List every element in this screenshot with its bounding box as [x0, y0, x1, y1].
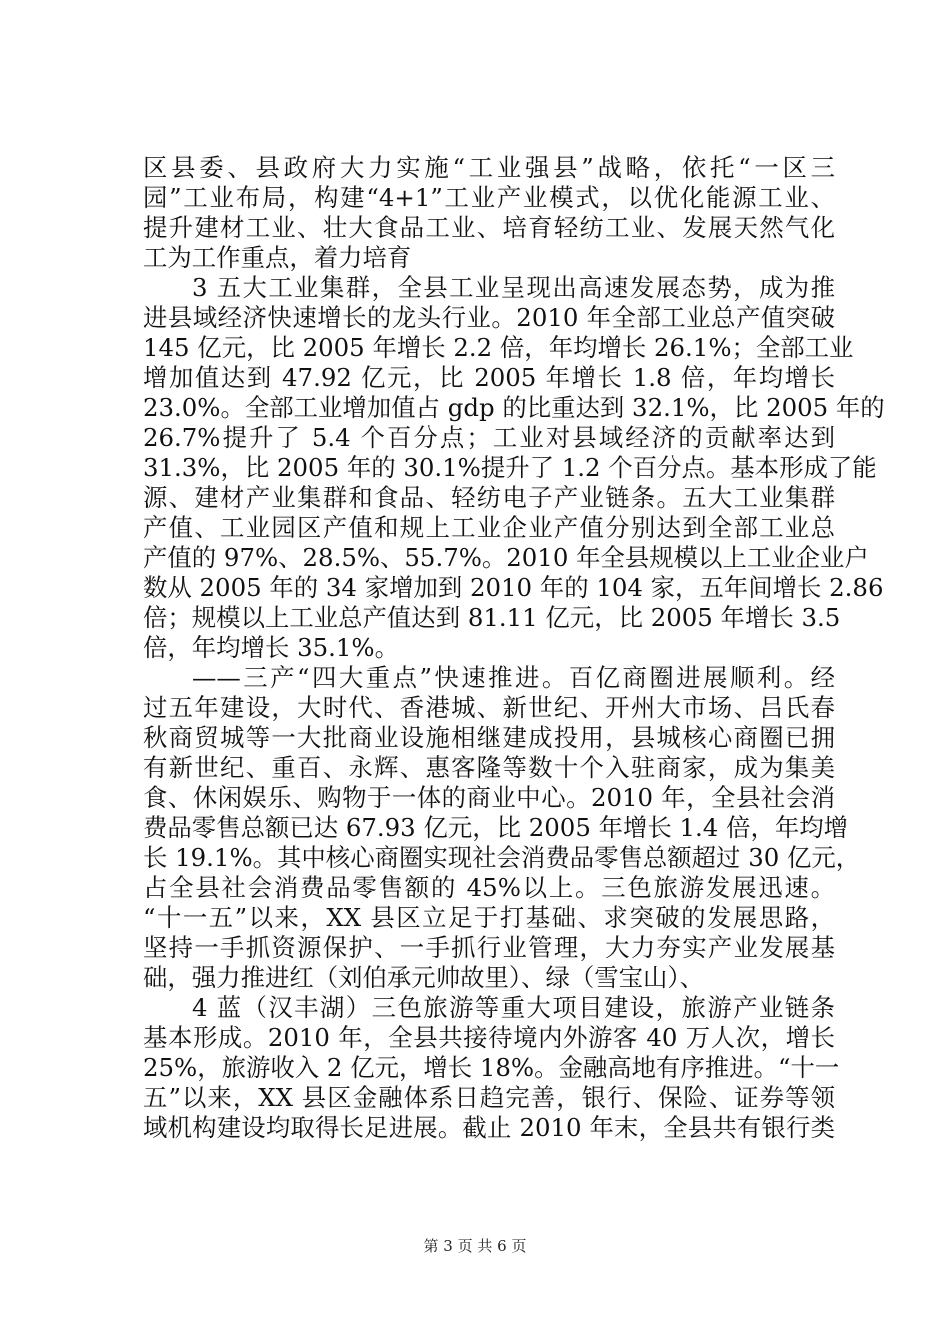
text-line: 产值、工业园区产值和规上工业企业产值分别达到全部工业总	[143, 513, 835, 542]
document-body	[143, 153, 885, 1143]
text-line: 有新世纪、重百、永辉、惠客隆等数十个入驻商家，成为集美	[143, 753, 835, 782]
page-number-footer: 第 3 页 共 6 页	[423, 1237, 527, 1255]
text-line: 31.3%，比 2005 年的 30.1%提升了 1.2 个百分点。基本形成了能	[143, 453, 877, 482]
text-line: 25%，旅游收入 2 亿元，增长 18%。金融高地有序推进。“十一	[143, 1053, 840, 1082]
text-line: 工为工作重点，着力培育	[143, 243, 412, 272]
text-line: 域机构建设均取得长足进展。截止 2010 年末，全县共有银行类	[143, 1113, 835, 1142]
text-line: 费品零售总额已达 67.93 亿元，比 2005 年增长 1.4 倍，年均增	[143, 813, 849, 842]
text-line: 增加值达到 47.92 亿元，比 2005 年增长 1.8 倍，年均增长	[143, 363, 835, 392]
text-line: 145 亿元，比 2005 年增长 2.2 倍，年均增长 26.1%；全部工业	[143, 333, 854, 362]
text-line: 26.7%提升了 5.4 个百分点；工业对县域经济的贡献率达到	[143, 423, 835, 452]
paragraph-start-line: 4 蓝（汉丰湖）三色旅游等重大项目建设，旅游产业链条	[192, 993, 835, 1022]
text-line: 秋商贸城等一大批商业设施相继建成投用，县城核心商圈已拥	[143, 723, 835, 752]
text-line: 倍，年均增长 35.1%。	[143, 633, 399, 662]
text-line: 区县委、县政府大力实施“工业强县”战略，依托“一区三	[143, 153, 835, 182]
text-line: 坚持一手抓资源保护、一手抓行业管理，大力夯实产业发展基	[143, 933, 835, 962]
text-line: 倍；规模以上工业总产值达到 81.11 亿元，比 2005 年增长 3.5	[143, 603, 841, 632]
text-line: 源、建材产业集群和食品、轻纺电子产业链条。五大工业集群	[143, 483, 835, 512]
text-line: 产值的 97%、28.5%、55.7%。2010 年全县规模以上工业企业户	[143, 543, 869, 572]
text-line: 过五年建设，大时代、香港城、新世纪、开州大市场、吕氏春	[143, 693, 835, 722]
paragraph-start-line: 3 五大工业集群，全县工业呈现出高速发展态势，成为推	[192, 273, 835, 302]
text-line: 食、休闲娱乐、购物于一体的商业中心。2010 年，全县社会消	[143, 783, 835, 812]
text-line: 占全县社会消费品零售额的 45%以上。三色旅游发展迅速。	[143, 873, 835, 902]
text-line: 础，强力推进红（刘伯承元帅故里）、绿（雪宝山）、	[143, 963, 704, 992]
text-line: 基本形成。2010 年，全县共接待境内外游客 40 万人次，增长	[143, 1023, 835, 1052]
text-line: 数从 2005 年的 34 家增加到 2010 年的 104 家，五年间增长 2.86	[143, 573, 884, 602]
text-line: 23.0%。全部工业增加值占 gdp 的比重达到 32.1%，比 2005 年的	[143, 393, 885, 422]
paragraph-start-line: ——三产“四大重点”快速推进。百亿商圈进展顺利。经	[192, 663, 835, 692]
text-line: 长 19.1%。其中核心商圈实现社会消费品零售总额超过 30 亿元，	[143, 843, 861, 872]
text-line: 五”以来，XX 县区金融体系日趋完善，银行、保险、证券等领	[143, 1083, 835, 1112]
text-line: 园”工业布局，构建“4+1”工业产业模式，以优化能源工业、	[143, 183, 835, 212]
text-line: 提升建材工业、壮大食品工业、培育轻纺工业、发展天然气化	[143, 213, 835, 242]
text-line: 进县域经济快速增长的龙头行业。2010 年全部工业总产值突破	[143, 303, 835, 332]
text-line: “十一五”以来，XX 县区立足于打基础、求突破的发展思路，	[143, 903, 835, 932]
